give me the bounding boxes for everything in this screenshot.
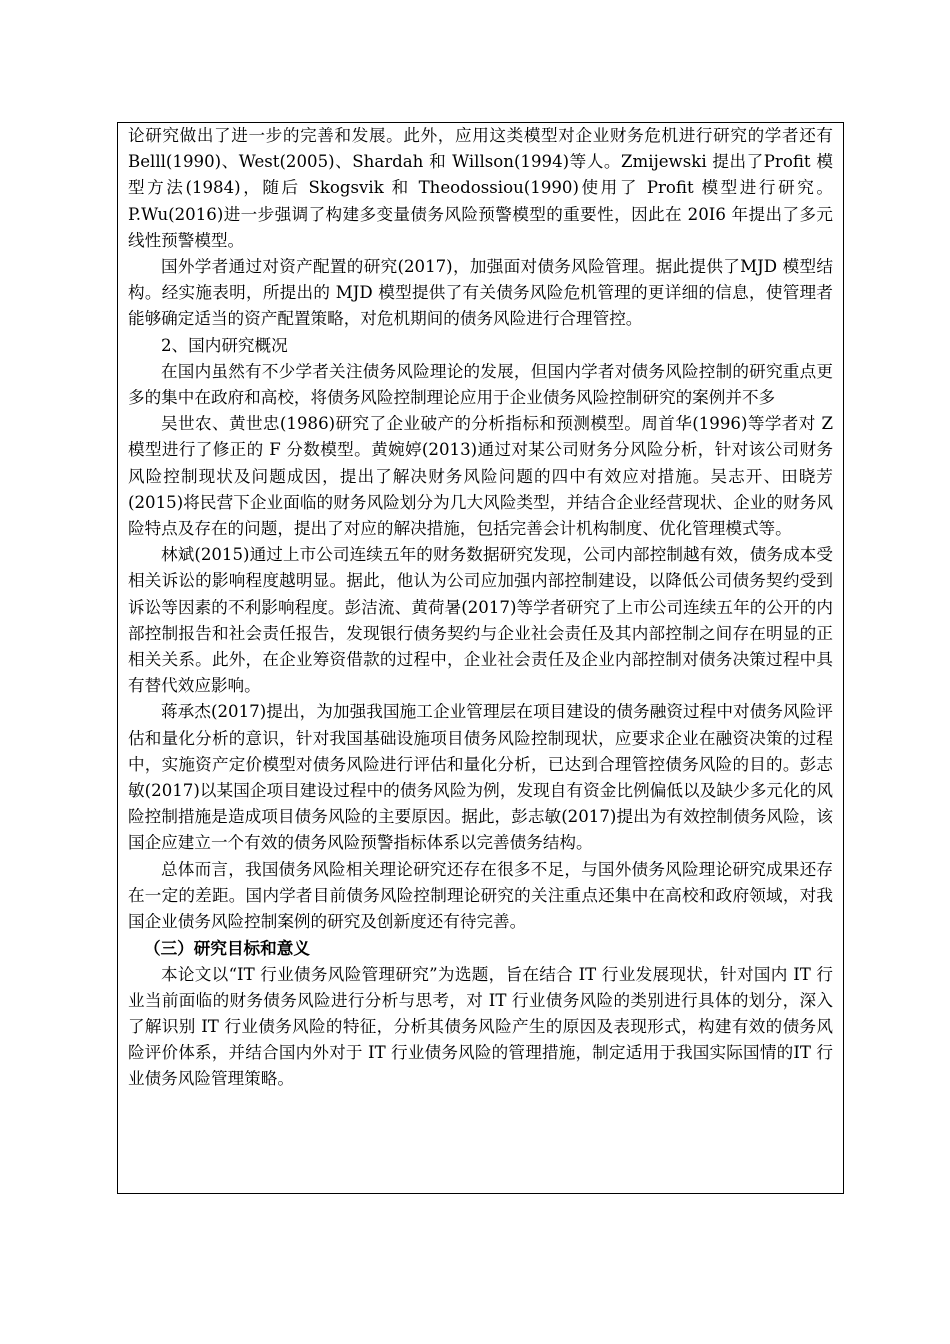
paragraph-research-goals: 本论文以“IT 行业债务风险管理研究”为选题，旨在结合 IT 行业发展现状，针对国内 IT 行业当前面临的财务债务风险进行分析与思考，对 IT 行业债务风险的类别进行具体的划分，深入了解识别 IT 行业债务风险的特征，分析其债务风险产生的原因及表现形式，构建有效的债务风险评价体系，并结合国内外对于 IT 行业债务风险的管理措施，制定适用于我国实际国情的IT 行业债务风险管理策略。	[128, 964, 833, 1089]
paragraph-wu-shinong: 吴世农、黄世忠(1986)研究了企业破产的分析指标和预测模型。周首华(1996)等学者对 Z 模型进行了修正的 F 分数模型。黄婉婷(2013)通过对某公司财务分风险分析，针对该公司财务风险控制现状及问题成因，提出了解决财务风险问题的四中有效应对措施。吴志开、田晓芳(2015)将民营下企业面临的财务风险划分为几大风险类型，并结合企业经营现状、企业的财务风险特点及存在的问题，提出了对应的解决措施，包括完善会计机构制度、优化管理模式等。	[128, 414, 833, 539]
paragraph-jiang-chengjie: 蒋承杰(2017)提出，为加强我国施工企业管理层在项目建设的债务融资过程中对债务风险评估和量化分析的意识，针对我国基础设施项目债务风险控制现状，应要求企业在融资决策的过程中，实施资产定价模型对债务风险进行评估和量化分析，已达到合理管控债务风险的目的。彭志敏(2017)以某国企项目建设过程中的债务风险为例，发现自有资金比例偏低以及缺少多元化的风险控制措施是造成项目债务风险的主要原因。据此，彭志敏(2017)提出为有效控制债务风险，该国企应建立一个有效的债务风险预警指标体系以完善债务结构。	[128, 702, 833, 853]
paragraph-foreign-models: 论研究做出了进一步的完善和发展。此外，应用这类模型对企业财务危机进行研究的学者还有 Belll(1990)、West(2005)、Shardah 和 Willson(1994)等人。Zmijewski 提出了Profit 模型方法(1984)，随后 Skogsvik 和 Theodossiou(1990)使用了 Profit 模型进行研究。P.Wu(2016)进一步强调了构建多变量债务风险预警模型的重要性，因此在 20I6 年提出了多元线性预警模型。	[128, 126, 833, 250]
paragraph-lin-bin: 林斌(2015)通过上市公司连续五年的财务数据研究发现，公司内部控制越有效，债务成本受相关诉讼的影响程度越明显。据此，他认为公司应加强内部控制建设，以降低公司债务契约受到诉讼等因素的不利影响程度。彭洁流、黄荷暑(2017)等学者研究了上市公司连续五年的公开的内部控制报告和社会责任报告，发现银行债务契约与企业社会责任及其内部控制之间存在明显的正相关关系。此外，在企业筹资借款的过程中，企业社会责任及企业内部控制对债务决策过程中具有替代效应影响。	[128, 545, 833, 696]
content-table-cell	[117, 122, 844, 1194]
section-heading-goals: （三）研究目标和意义	[144, 938, 310, 959]
paragraph-domestic-intro: 在国内虽然有不少学者关注债务风险理论的发展，但国内学者对债务风险控制的研究重点更多的集中在政府和高校，将债务风险控制理论应用于企业债务风险控制研究的案例并不多	[128, 361, 833, 408]
paragraph-summary: 总体而言，我国债务风险相关理论研究还存在很多不足，与国外债务风险理论研究成果还存在一定的差距。国内学者目前债务风险控制理论研究的关注重点还集中在高校和政府领域，对我国企业债务风险控制案例的研究及创新度还有待完善。	[128, 859, 833, 932]
paragraph-mjd-model: 国外学者通过对资产配置的研究(2017)，加强面对债务风险管理。据此提供了MJD 模型结构。经实施表明，所提出的 MJD 模型提供了有关债务风险危机管理的更详细的信息，使管理者能够确定适当的资产配置策略，对危机期间的债务风险进行合理管控。	[128, 257, 833, 329]
section-heading-domestic: 2、国内研究概况	[161, 335, 288, 355]
